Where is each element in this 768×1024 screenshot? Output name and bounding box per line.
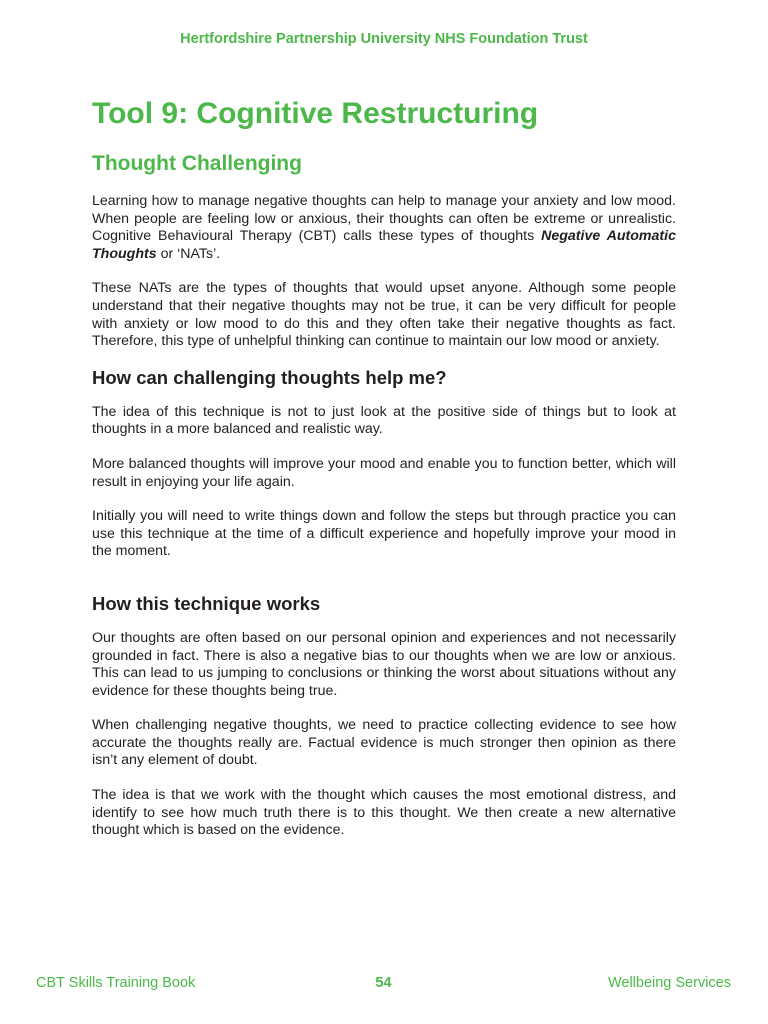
nats-paragraph: These NATs are the types of thoughts that would upset anyone. Although some people understand that their negative thoughts may not be true, it can be very difficult for people with anxiety or low mood to do this and they often take their negative thoughts as fact. Therefore, this type of unhelpful thinking can continue to maintain our low mood or anxiety. xyxy=(92,280,676,350)
page-title: Tool 9: Cognitive Restructuring xyxy=(92,97,539,130)
intro-paragraph xyxy=(92,193,676,263)
footer-service-name: Wellbeing Services xyxy=(607,975,731,991)
section-heading-works: How this technique works xyxy=(92,592,321,614)
works-paragraph-1: Our thoughts are often based on our personal opinion and experiences and not necessarily grounded in fact. There is also a negative bias to our thoughts when we are low or anxious. This can lead to us jumping to conclusions or thinking the worst about situations without any evidence for these thoughts being true. xyxy=(92,629,676,699)
help-paragraph-3: Initially you will need to write things down and follow the steps but through practice you can use this technique at the time of a difficult experience and hopefully improve your mood in the moment. xyxy=(92,508,676,560)
intro-emphasis: Negative Automatic Thoughts xyxy=(92,228,676,262)
footer-page-number: 54 xyxy=(375,975,392,991)
works-paragraph-3: The idea is that we work with the thought which causes the most emotional distress, and identify to see how much truth there is to this thought. We then create a new alternative thought which is based on the evidence. xyxy=(92,787,676,839)
page-content xyxy=(92,95,676,840)
works-paragraph-2: When challenging negative thoughts, we need to practice collecting evidence to see how accurate the thoughts really are. Factual evidence is much stronger then opinion as there isn’t any element of doubt. xyxy=(92,717,676,769)
section-heading-help: How can challenging thoughts help me? xyxy=(92,366,447,388)
intro-text-after: or ‘NATs’. xyxy=(156,245,221,262)
help-paragraph-1: The idea of this technique is not to just look at the positive side of things but to look at thoughts in a more balanced and realistic way. xyxy=(92,403,676,438)
help-paragraph-2: More balanced thoughts will improve your mood and enable you to function better, which will result in enjoying your life again. xyxy=(92,455,676,490)
footer-book-title: CBT Skills Training Book xyxy=(36,975,196,991)
intro-text-before: Learning how to manage negative thoughts can help to manage your anxiety and low mood. When people are feeling low or anxious, their thoughts can often be extreme or unrealistic. Cognitive Behavioural Therapy (CBT) calls these types of thoughts xyxy=(92,193,676,245)
organization-header: Hertfordshire Partnership University NHS Foundation Trust xyxy=(180,31,588,47)
page-subtitle: Thought Challenging xyxy=(92,152,302,175)
